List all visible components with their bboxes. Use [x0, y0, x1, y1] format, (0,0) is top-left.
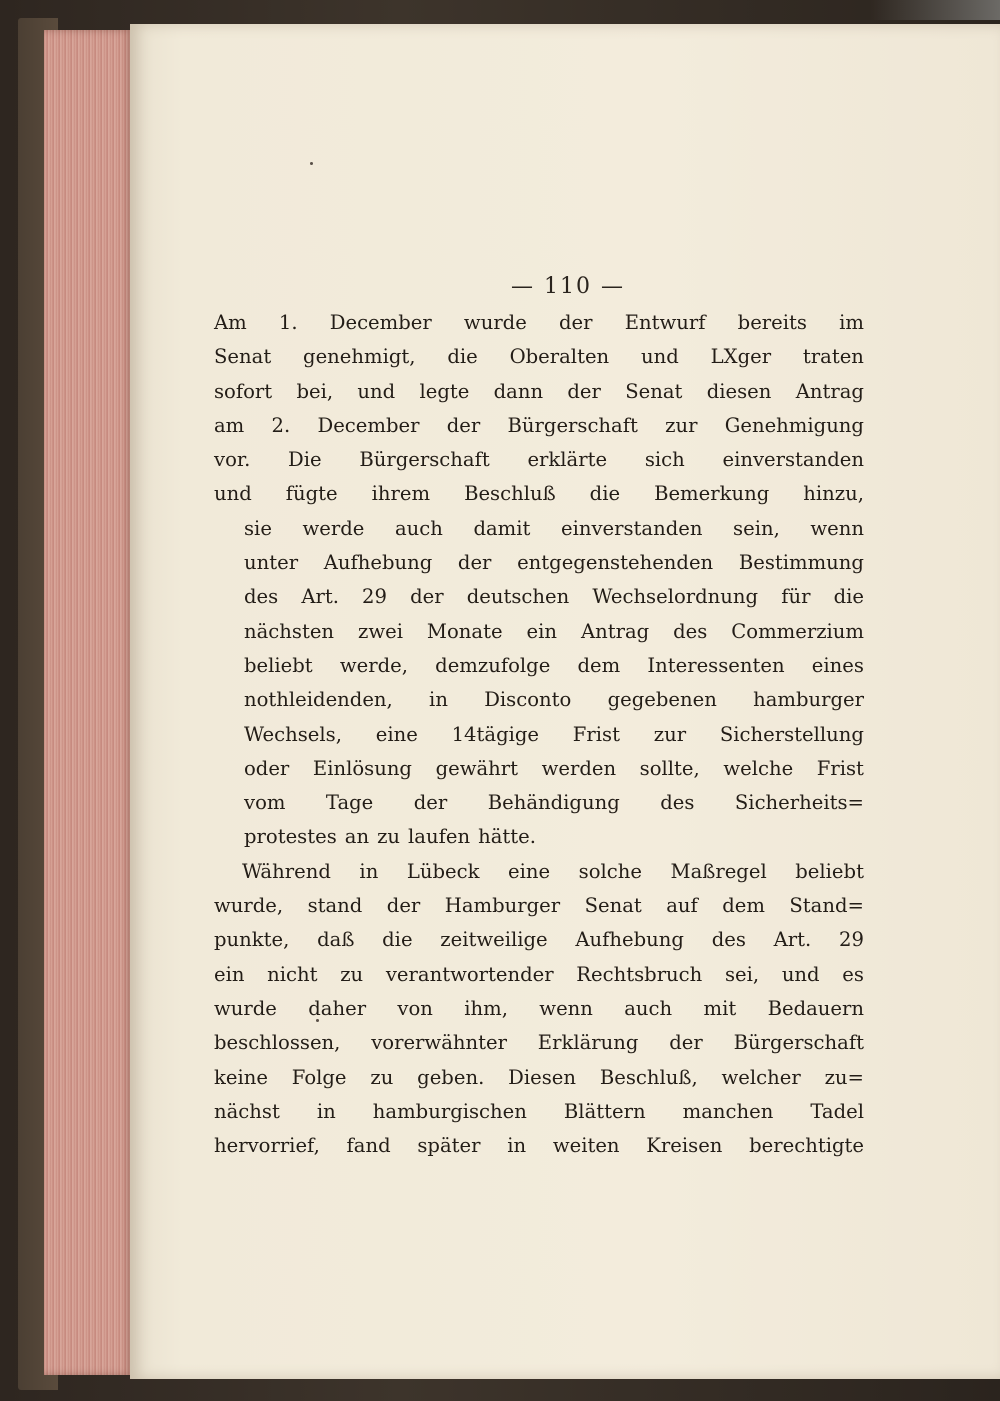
word: mit: [703, 996, 737, 1020]
word: dann: [493, 379, 544, 403]
word: zu=: [824, 1065, 864, 1089]
word: Art.: [301, 585, 339, 609]
word: erklärte: [527, 448, 608, 472]
word: legte: [419, 379, 470, 403]
word: nicht: [267, 962, 318, 986]
word: werde,: [339, 653, 408, 677]
word: die: [589, 482, 621, 506]
word: der: [457, 551, 492, 575]
word: December: [329, 311, 432, 334]
word: zu: [377, 825, 401, 849]
word: Interessenten: [647, 653, 785, 677]
text-line: [214, 1026, 864, 1060]
word: hamburger: [753, 688, 864, 712]
word: sofort: [214, 379, 273, 403]
word: beliebt: [244, 653, 313, 677]
word: LXger: [710, 345, 772, 369]
word: Während: [242, 859, 331, 883]
word: einverstanden: [722, 448, 864, 472]
word: vom: [244, 791, 286, 815]
word: Genehmigung: [724, 413, 864, 437]
word: Behändigung: [487, 791, 620, 815]
word: Disconto: [484, 688, 572, 712]
word: nächst: [214, 1099, 280, 1123]
word: eine: [375, 722, 418, 746]
text-line: [214, 1061, 864, 1095]
word: wurde: [463, 311, 527, 334]
word: sollte,: [639, 756, 700, 780]
word: weiten: [552, 1134, 620, 1158]
word: Bürgerschaft: [733, 1031, 864, 1055]
word: Oberalten: [509, 345, 610, 369]
text-line: [244, 649, 864, 683]
word: am: [214, 413, 245, 437]
text-line: [214, 443, 864, 477]
text-line: [214, 855, 864, 889]
quoted-clause: [214, 512, 864, 855]
word: vorerwähnter: [371, 1031, 507, 1055]
word: Commerzium: [731, 619, 864, 643]
word: die: [447, 345, 478, 369]
word: laufen: [408, 825, 471, 849]
word: und: [214, 482, 252, 506]
word: Hamburger: [444, 894, 561, 918]
word: dem: [722, 894, 765, 918]
word: die: [382, 928, 413, 952]
word: Aufhebung: [323, 551, 433, 575]
text-line: [244, 615, 864, 649]
word: bei,: [296, 379, 334, 403]
word: zur: [665, 413, 698, 437]
word: wurde: [214, 996, 277, 1020]
word: des: [711, 928, 746, 952]
word: Bürgerschaft: [507, 413, 638, 437]
word: in: [359, 859, 379, 883]
word: der: [413, 791, 448, 815]
word: bereits: [737, 311, 807, 334]
word: damit: [473, 516, 531, 540]
word: Tadel: [810, 1099, 864, 1123]
text-line: [244, 786, 864, 820]
text-line: [244, 512, 864, 546]
word: der: [386, 894, 421, 918]
word: Aufhebung: [575, 928, 684, 952]
word: Diesen: [508, 1065, 576, 1089]
word: hinzu,: [803, 482, 864, 506]
word: 29: [838, 928, 864, 952]
word: des: [660, 791, 695, 815]
word: Tage: [325, 791, 374, 815]
word: December: [317, 413, 420, 437]
word: genehmigt,: [303, 345, 416, 369]
word: Bestimmung: [738, 551, 864, 575]
word: werde: [302, 516, 365, 540]
word: oder: [244, 756, 290, 780]
word: beliebt: [795, 859, 864, 883]
word: punkte,: [214, 928, 290, 952]
word: der: [410, 585, 444, 609]
word: Antrag: [580, 619, 650, 643]
word: in: [316, 1099, 336, 1123]
word: Art.: [773, 928, 812, 952]
word: später: [417, 1134, 481, 1158]
text-line: [214, 992, 864, 1026]
word: welcher: [721, 1065, 801, 1089]
word: auch: [624, 996, 673, 1020]
word: protestes: [244, 825, 337, 849]
word: Die: [288, 448, 322, 472]
text-line: [214, 306, 864, 340]
word: gewährt: [435, 756, 519, 780]
word: Monate: [426, 619, 503, 643]
text-line: [214, 1129, 864, 1163]
word: demzufolge: [435, 653, 551, 677]
word: in: [429, 688, 448, 712]
word: hervorrief,: [214, 1134, 320, 1158]
word: sie: [244, 516, 272, 540]
word: Beschluß: [464, 482, 556, 506]
word: zu: [370, 1065, 394, 1089]
text-line: [214, 409, 864, 443]
word: Beschluß,: [599, 1065, 698, 1089]
word: ihm,: [464, 996, 508, 1020]
text-line: [244, 580, 864, 614]
word: diesen: [706, 379, 772, 403]
word: stand: [307, 894, 363, 918]
word: zeitweilige: [440, 928, 548, 952]
word: Senat: [625, 379, 683, 403]
word: Folge: [291, 1065, 347, 1089]
word: für: [781, 585, 811, 609]
word: nothleidenden,: [244, 688, 393, 712]
word: Erklärung: [537, 1031, 639, 1055]
word: des: [244, 585, 279, 609]
word: Einlösung: [312, 756, 412, 780]
word: Wechsels,: [244, 722, 342, 746]
word: Blättern: [563, 1099, 646, 1123]
word: der: [567, 379, 601, 403]
word: keine: [214, 1065, 268, 1089]
word: zu: [340, 962, 364, 986]
word: der: [559, 311, 593, 334]
word: Bemerkung: [654, 482, 770, 506]
word: und: [641, 345, 679, 369]
page-body-text: [214, 306, 864, 1163]
word: daß: [317, 928, 355, 952]
word: vor.: [214, 448, 251, 472]
word: hamburgischen: [372, 1099, 527, 1123]
word: wurde,: [214, 894, 284, 918]
word: in: [507, 1134, 527, 1158]
word: daher: [308, 996, 367, 1020]
text-line: [214, 375, 864, 409]
word: die: [833, 585, 864, 609]
text-line: [244, 718, 864, 752]
word: im: [839, 311, 864, 334]
page-number-header: — 110 —: [511, 274, 625, 299]
word: Frist: [816, 756, 864, 780]
word: unter: [244, 551, 299, 575]
word: 1.: [278, 311, 298, 334]
word: zwei: [358, 619, 403, 643]
paper-speck: [310, 162, 313, 165]
text-line: [214, 1095, 864, 1129]
word: ihrem: [371, 482, 431, 506]
word: traten: [802, 345, 864, 369]
word: eines: [811, 653, 864, 677]
word: ein: [214, 962, 245, 986]
word: werden: [541, 756, 617, 780]
word: deutschen: [466, 585, 570, 609]
word: dem: [577, 653, 621, 677]
word: eine: [508, 859, 551, 883]
word: Senat: [214, 345, 272, 369]
word: Wechselordnung: [592, 585, 759, 609]
word: und: [781, 962, 820, 986]
word: des: [673, 619, 708, 643]
word: Entwurf: [624, 311, 706, 334]
word: der: [446, 413, 481, 437]
word: welche: [723, 756, 794, 780]
word: Antrag: [795, 379, 864, 403]
word: Kreisen: [646, 1134, 723, 1158]
word: verantwortender: [385, 962, 554, 986]
word: sei,: [724, 962, 760, 986]
text-line: [214, 340, 864, 374]
word: einverstanden: [560, 516, 703, 540]
word: zur: [653, 722, 687, 746]
word: Sicherstellung: [719, 722, 864, 746]
word: berechtigte: [749, 1134, 864, 1158]
word: ein: [526, 619, 557, 643]
word: auch: [394, 516, 443, 540]
text-line: [244, 683, 864, 717]
word: manchen: [682, 1099, 774, 1123]
page-edges: [44, 30, 134, 1375]
word: sein,: [733, 516, 780, 540]
word: von: [397, 996, 433, 1020]
text-line: [214, 958, 864, 992]
word: 14tägige: [451, 722, 540, 746]
text-line: [214, 477, 864, 511]
word: beschlossen,: [214, 1031, 341, 1055]
word: Stand=: [789, 894, 864, 918]
word: Senat: [584, 894, 642, 918]
word: fügte: [285, 482, 338, 506]
text-line: [214, 923, 864, 957]
word: es: [842, 962, 864, 986]
word: gegebenen: [607, 688, 717, 712]
word: wenn: [810, 516, 864, 540]
text-line: [244, 752, 864, 786]
word: und: [357, 379, 396, 403]
word: 29: [362, 585, 387, 609]
word: Maßregel: [670, 859, 767, 883]
word: Bedauern: [767, 996, 864, 1020]
word: solche: [578, 859, 642, 883]
word: 2.: [271, 413, 291, 437]
word: nächsten: [244, 619, 335, 643]
scan-corner-shadow: [870, 0, 1000, 20]
word: sich: [644, 448, 685, 472]
word: wenn: [539, 996, 593, 1020]
word: Am: [214, 311, 247, 334]
text-line: [244, 820, 864, 854]
word: fand: [346, 1134, 391, 1158]
word: Rechtsbruch: [576, 962, 703, 986]
word: geben.: [417, 1065, 485, 1089]
text-line: [214, 889, 864, 923]
word: Bürgerschaft: [359, 448, 490, 472]
word: auf: [666, 894, 698, 918]
word: Sicherheits=: [734, 791, 864, 815]
word: Lübeck: [406, 859, 480, 883]
word: Frist: [572, 722, 620, 746]
word: an: [344, 825, 370, 849]
text-line: [244, 546, 864, 580]
word: hätte.: [478, 825, 536, 849]
word: der: [669, 1031, 703, 1055]
word: entgegenstehenden: [517, 551, 714, 575]
